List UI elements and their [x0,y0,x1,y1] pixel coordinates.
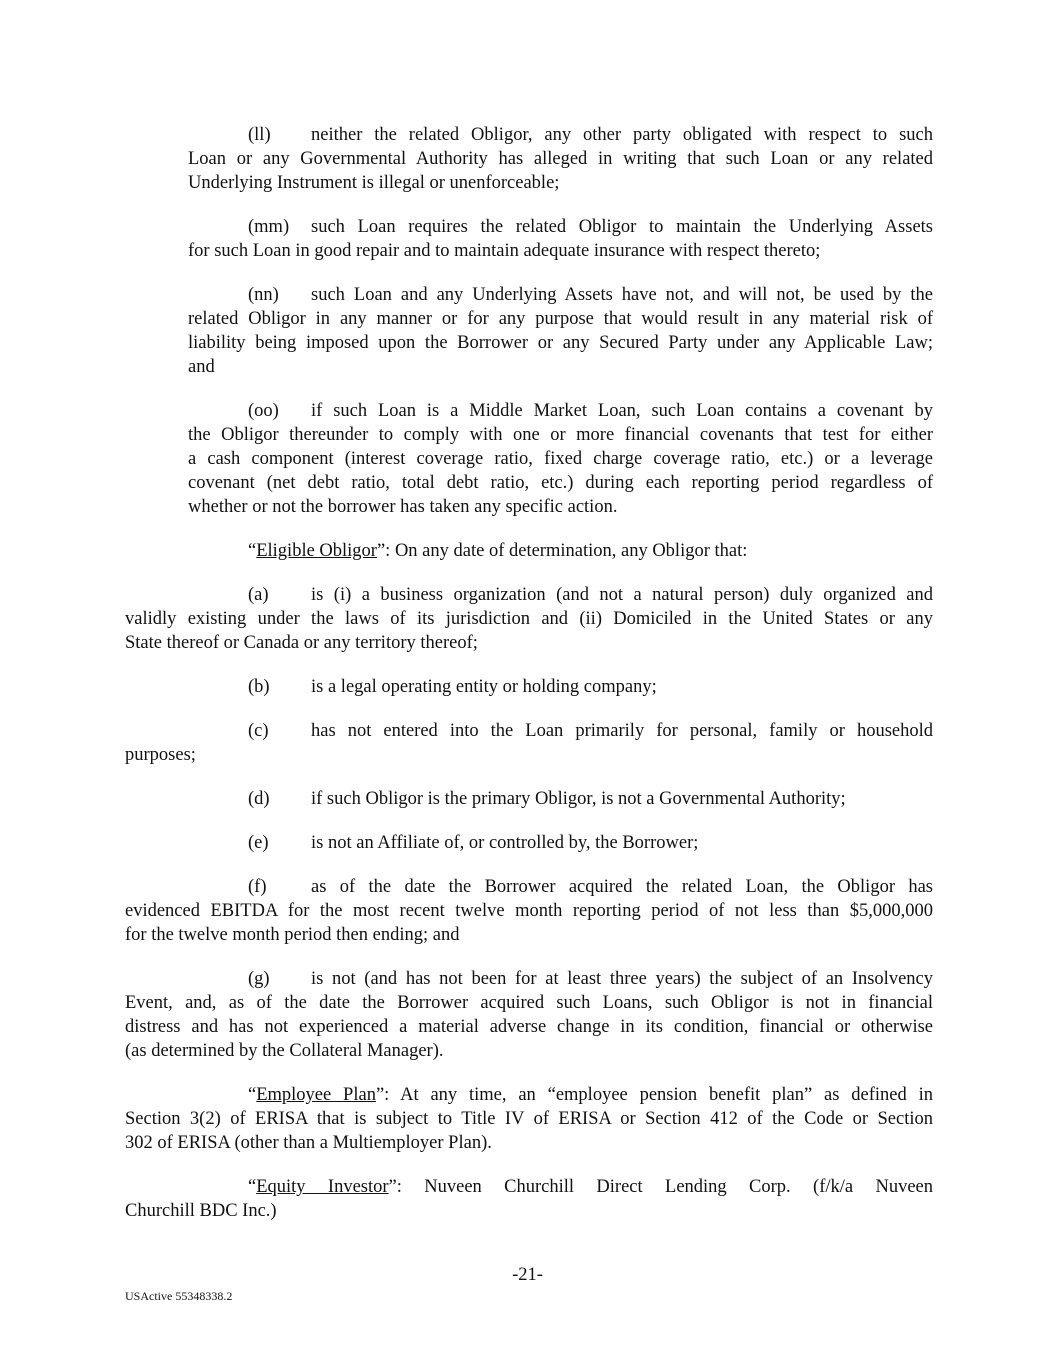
definition-text: ”: Nuveen Churchill Direct Lending Corp. (f/k/a Nuveen [388,1177,934,1197]
text-line [125,831,933,855]
text-line [125,743,933,767]
line-text: liability being imposed upon the Borrower or any Secured Party under any Applicable Law; [188,333,933,353]
clause-paragraph [125,675,933,699]
line-text: Underlying Instrument is illegal or unenforceable; [188,173,560,193]
text-line [188,423,933,447]
text-line [188,399,933,423]
text-line [188,123,933,147]
line-text: is a legal operating entity or holding company; [311,677,657,697]
line-text: evidenced EBITDA for the most recent twelve month reporting period of not less than $5,000,000 [125,901,933,921]
clause-paragraph [125,719,933,767]
definition-line [125,1083,933,1107]
definition-text: ”: On any date of determination, any Obligor that: [376,541,748,561]
line-text: covenant (net debt ratio, total debt ratio, etc.) during each reporting period regardless of [188,473,933,493]
text-line [188,447,933,471]
text-line [125,991,933,1015]
definition-paragraph [125,1083,933,1155]
definition-line [125,1175,933,1199]
open-quote: “ [248,541,257,561]
text-line [188,147,933,171]
text-line [125,583,933,607]
clause-paragraph [188,215,933,263]
text-line [188,307,933,331]
clause-label: (f) [248,877,267,897]
text-line [188,239,933,263]
clause-label: (mm) [248,217,290,237]
line-text: for such Loan in good repair and to maintain adequate insurance with respect thereto; [188,241,821,261]
line-text: is (i) a business organization (and not a natural person) duly organized and [311,585,933,605]
definition-paragraph [125,1175,933,1223]
clause-label: (d) [248,789,270,809]
defined-term: Eligible Obligor [256,541,377,561]
text-line [125,875,933,899]
text-line [125,1015,933,1039]
line-text: has not entered into the Loan primarily for personal, family or household [311,721,933,741]
text-line [125,607,933,631]
text-line [125,923,933,947]
line-text: (as determined by the Collateral Manager). [125,1041,444,1061]
line-text: related Obligor in any manner or for any purpose that would result in any material risk of [188,309,933,329]
clause-label: (oo) [248,401,279,421]
line-text: distress and has not experienced a material adverse change in its condition, financial or otherwise [125,1017,933,1037]
line-text: Section 3(2) of ERISA that is subject to Title IV of ERISA or Section 412 of the Code or Section [125,1109,933,1129]
line-text: if such Obligor is the primary Obligor, is not a Governmental Authority; [311,789,846,809]
line-text: purposes; [125,745,196,765]
document-body [0,123,1055,1243]
line-text: a cash component (interest coverage ratio, fixed charge coverage ratio, etc.) or a leverage [188,449,933,469]
open-quote: “ [248,1177,257,1197]
clause-paragraph [125,831,933,855]
text-line [188,471,933,495]
text-line [188,331,933,355]
line-text: is not (and has not been for at least three years) the subject of an Insolvency [311,969,933,989]
line-text: State thereof or Canada or any territory thereof; [125,633,478,653]
line-text: if such Loan is a Middle Market Loan, such Loan contains a covenant by [311,401,933,421]
line-text: for the twelve month period then ending; and [125,925,460,945]
text-line [188,495,933,519]
line-text: and [188,357,215,377]
line-text: Event, and, as of the date the Borrower acquired such Loans, such Obligor is not in financial [125,993,933,1013]
clause-label: (ll) [248,125,271,145]
clause-label: (e) [248,833,269,853]
text-line [188,355,933,379]
text-line [125,1131,933,1155]
line-text: as of the date the Borrower acquired the related Loan, the Obligor has [311,877,933,897]
text-line [125,1107,933,1131]
text-line [125,1039,933,1063]
clause-paragraph [125,875,933,947]
definition-text: ”: At any time, an “employee pension benefit plan” as defined in [375,1085,933,1105]
definition-line [125,539,933,563]
text-line [125,1199,933,1223]
line-text: such Loan requires the related Obligor to maintain the Underlying Assets [311,217,933,237]
line-text: such Loan and any Underlying Assets have not, and will not, be used by the [311,285,933,305]
clause-paragraph [125,583,933,655]
text-line [188,215,933,239]
line-text: the Obligor thereunder to comply with one or more financial covenants that test for either [188,425,933,445]
clause-label: (c) [248,721,269,741]
clause-paragraph [188,123,933,195]
clause-label: (a) [248,585,269,605]
clause-label: (b) [248,677,270,697]
defined-term: Employee Plan [256,1085,376,1105]
clause-label: (g) [248,969,270,989]
clause-paragraph [125,967,933,1063]
text-line [125,899,933,923]
line-text: neither the related Obligor, any other party obligated with respect to such [311,125,933,145]
text-line [125,719,933,743]
text-line [125,787,933,811]
clause-label: (nn) [248,285,279,305]
defined-term: Equity Investor [256,1177,389,1197]
line-text: whether or not the borrower has taken any specific action. [188,497,618,517]
text-line [125,967,933,991]
line-text: 302 of ERISA (other than a Multiemployer Plan). [125,1133,492,1153]
line-text: Loan or any Governmental Authority has alleged in writing that such Loan or any related [188,149,933,169]
definition-paragraph [125,539,933,563]
clause-paragraph [188,283,933,379]
document-id-footer: USActive 55348338.2 [125,1289,233,1303]
line-text: is not an Affiliate of, or controlled by, the Borrower; [311,833,699,853]
line-text: Churchill BDC Inc.) [125,1201,277,1221]
text-line [188,171,933,195]
clause-paragraph [188,399,933,519]
open-quote: “ [248,1085,257,1105]
text-line [125,631,933,655]
text-line [188,283,933,307]
page-number: -21- [512,1265,543,1285]
line-text: validly existing under the laws of its jurisdiction and (ii) Domiciled in the United States or any [125,609,933,629]
clause-paragraph [125,787,933,811]
text-line [125,675,933,699]
